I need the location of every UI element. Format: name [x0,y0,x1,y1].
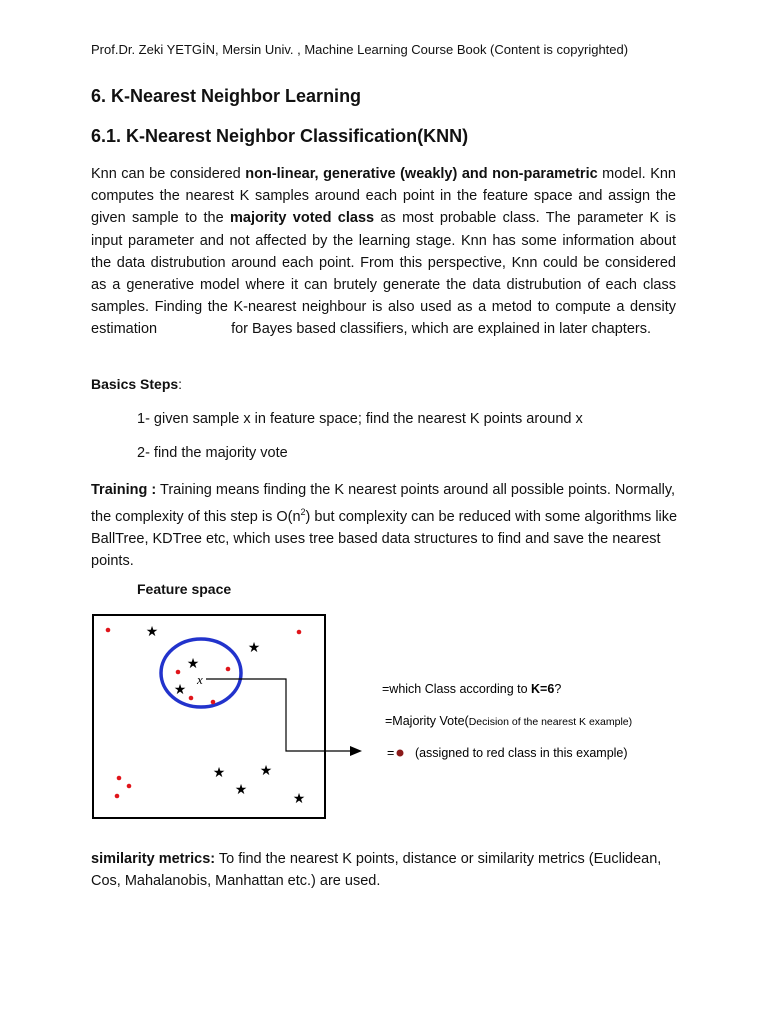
training-text-1: Training means finding the K nearest points around all possible points. Normally, the complexity of this step is O(n [91,482,676,526]
majority-vote-annotation: =Majority Vote(Decision of the nearest K example) [385,714,633,728]
black-star-point: ★ [173,682,187,698]
intro-text-3: as most probable class. The parameter K is input parameter and not affected by the learning stage. Knn has some information about the data distrubution around each point. From this perspective, Knn could be considered as a generative model where it can brutely generate the data distrubution of each class samples. Finding the K-nearest neighbour is also used as a metod to compute a density estimation [91,210,676,338]
red-point [189,696,194,701]
black-star-point: ★ [186,656,200,672]
page-header: Prof.Dr. Zeki YETGİN, Mersin Univ. , Machine Learning Course Book (Content is copyrighted) [91,42,629,57]
intro-paragraph [91,163,676,341]
basics-steps-heading [91,376,182,392]
intro-text-4: for Bayes based classifiers, which are explained in later chapters. [231,321,651,338]
intro-bold-2: majority voted class [230,210,375,227]
subsection-title: 6.1. K-Nearest Neighbor Classification(KNN) [91,126,469,146]
query-arrow [206,679,352,751]
training-paragraph [91,479,681,573]
red-point [226,667,231,672]
black-star-point: ★ [292,791,306,807]
red-point [117,776,122,781]
black-star-point: ★ [247,640,261,656]
sample-x-label: x [197,672,203,687]
red-point [127,784,132,789]
training-label: Training : [91,482,157,498]
red-point [106,628,111,633]
intro-text-2: model. Knn computes the nearest K samples around each point in the feature space and assign the given sample to the [91,166,676,227]
training-sup: 2 [300,507,306,518]
arrow-head [350,746,362,756]
knn-feature-space-figure [80,605,680,830]
result-red-class-dot [397,750,404,757]
red-point [176,670,181,675]
section-title: 6. K-Nearest Neighbor Learning [91,86,362,106]
basics-label: Basics Steps [91,376,179,392]
similarity-label: similarity metrics: [91,851,216,867]
feature-space-title: Feature space [137,581,232,597]
basics-colon: : [178,376,183,392]
training-text-2: ) but complexity can be reduced with some algorithms like BallTree, KDTree etc, which uses tree based data structures to find and save the nearest points. [91,509,678,570]
red-point [115,794,120,799]
step-1: 1- given sample x in feature space; find the nearest K points around x [137,411,583,427]
red-point [211,700,216,705]
intro-bold-1: non-linear, generative (weakly) and non-parametric [245,166,598,182]
similarity-text: To find the nearest K points, distance or similarity metrics (Euclidean, Cos, Mahalanobis, Manhattan etc.) are used. [91,851,662,890]
step-2: 2- find the majority vote [137,445,288,461]
red-point [297,630,302,635]
result-annotation-text: (assigned to red class in this example) [408,746,628,760]
intro-text-1: Knn can be considered [91,166,246,182]
similarity-paragraph [91,848,681,892]
black-star-point: ★ [259,763,273,779]
black-star-point: ★ [145,624,159,640]
black-star-point: ★ [212,765,226,781]
which-class-annotation: =which Class according to K=6? [382,682,562,696]
result-annotation-eq: = [387,746,395,760]
black-star-point: ★ [234,782,248,798]
